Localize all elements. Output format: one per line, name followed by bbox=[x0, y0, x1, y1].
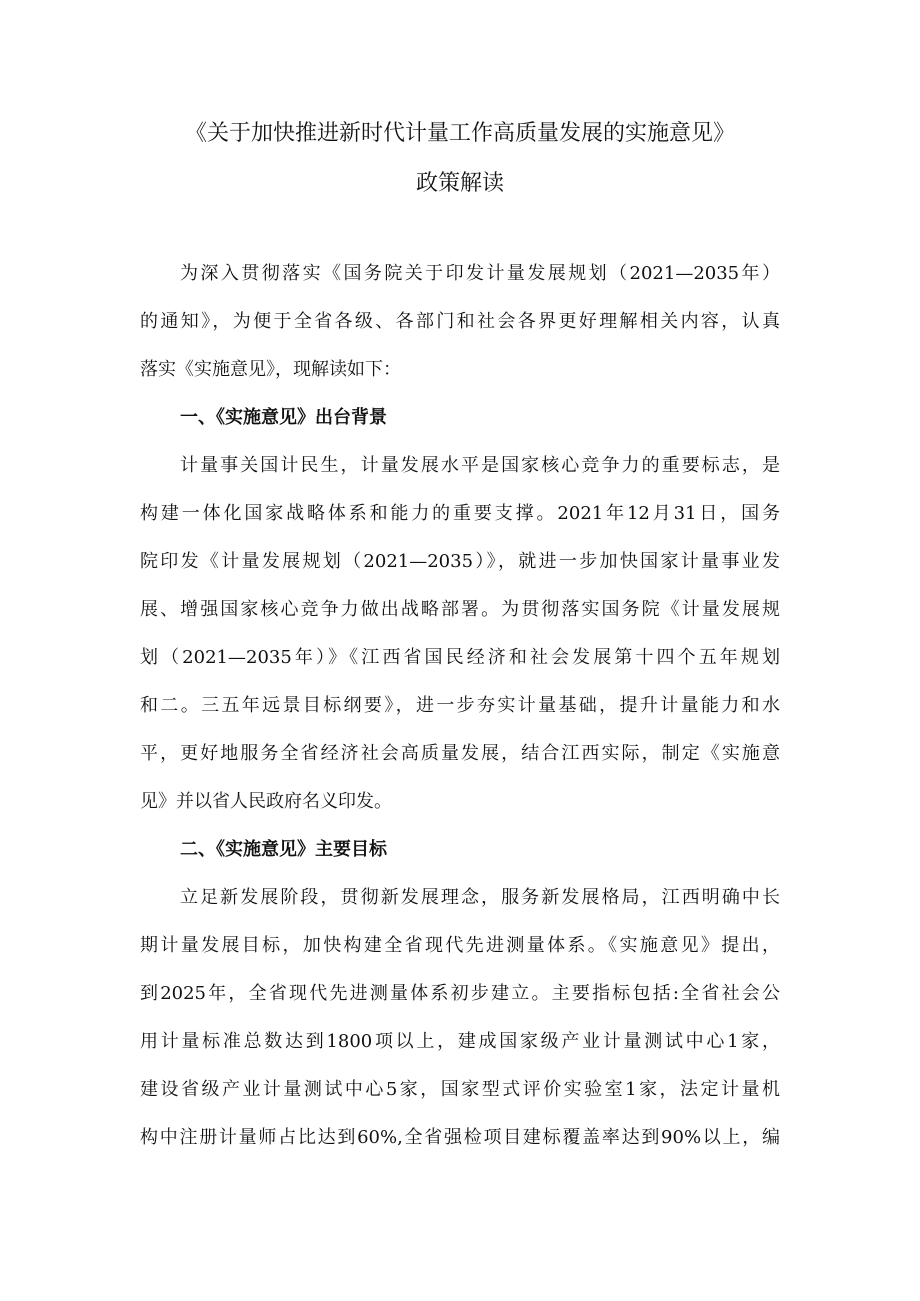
paragraph-line: 计量事关国计民生，计量发展水平是国家核心竞争力的重要标志，是 bbox=[180, 455, 780, 476]
intro-line: 的通知》，为便于全省各级、各部门和社会各界更好理解相关内容，认真 bbox=[140, 311, 780, 332]
paragraph-line: 用计量标准总数达到1800项以上，建成国家级产业计量测试中心1家， bbox=[140, 1031, 780, 1052]
paragraph-line: 展、增强国家核心竞争力做出战略部署。为贯彻落实国务院《计量发展规 bbox=[140, 599, 780, 620]
paragraph-line: 院印发《计量发展规划（2021—2035）》，就进一步加快国家计量事业发 bbox=[140, 551, 780, 572]
paragraph-line: 划（2021—2035年）》《江西省国民经济和社会发展第十四个五年规划 bbox=[140, 647, 780, 668]
paragraph-line: 立足新发展阶段，贯彻新发展理念，服务新发展格局，江西明确中长 bbox=[180, 887, 780, 908]
document-subtitle: 政策解读 bbox=[415, 171, 504, 196]
paragraph-line: 平，更好地服务全省经济社会高质量发展，结合江西实际，制定《实施意 bbox=[140, 743, 780, 764]
intro-line: 落实《实施意见》，现解读如下： bbox=[140, 359, 401, 380]
paragraph-line: 到2025年，全省现代先进测量体系初步建立。主要指标包括:全省社会公 bbox=[140, 983, 780, 1004]
paragraph-line: 构中注册计量师占比达到60%,全省强检项目建标覆盖率达到90%以上，编 bbox=[140, 1127, 780, 1148]
paragraph-line: 建设省级产业计量测试中心5家，国家型式评价实验室1家，法定计量机 bbox=[140, 1079, 780, 1100]
paragraph-line: 和二。三五年远景目标纲要》，进一步夯实计量基础，提升计量能力和水 bbox=[140, 695, 780, 716]
section-heading: 一、《实施意见》出台背景 bbox=[180, 407, 387, 428]
section-heading: 二、《实施意见》主要目标 bbox=[180, 839, 387, 860]
document-title: 《关于加快推进新时代计量工作高质量发展的实施意见》 bbox=[184, 121, 735, 146]
paragraph-line: 期计量发展目标，加快构建全省现代先进测量体系。《实施意见》提出， bbox=[140, 935, 780, 956]
intro-line: 为深入贯彻落实《国务院关于印发计量发展规划（2021—2035年） bbox=[180, 263, 780, 284]
paragraph-line: 见》并以省人民政府名义印发。 bbox=[140, 791, 392, 812]
paragraph-line: 构建一体化国家战略体系和能力的重要支撑。2021年12月31日，国务 bbox=[140, 503, 780, 524]
